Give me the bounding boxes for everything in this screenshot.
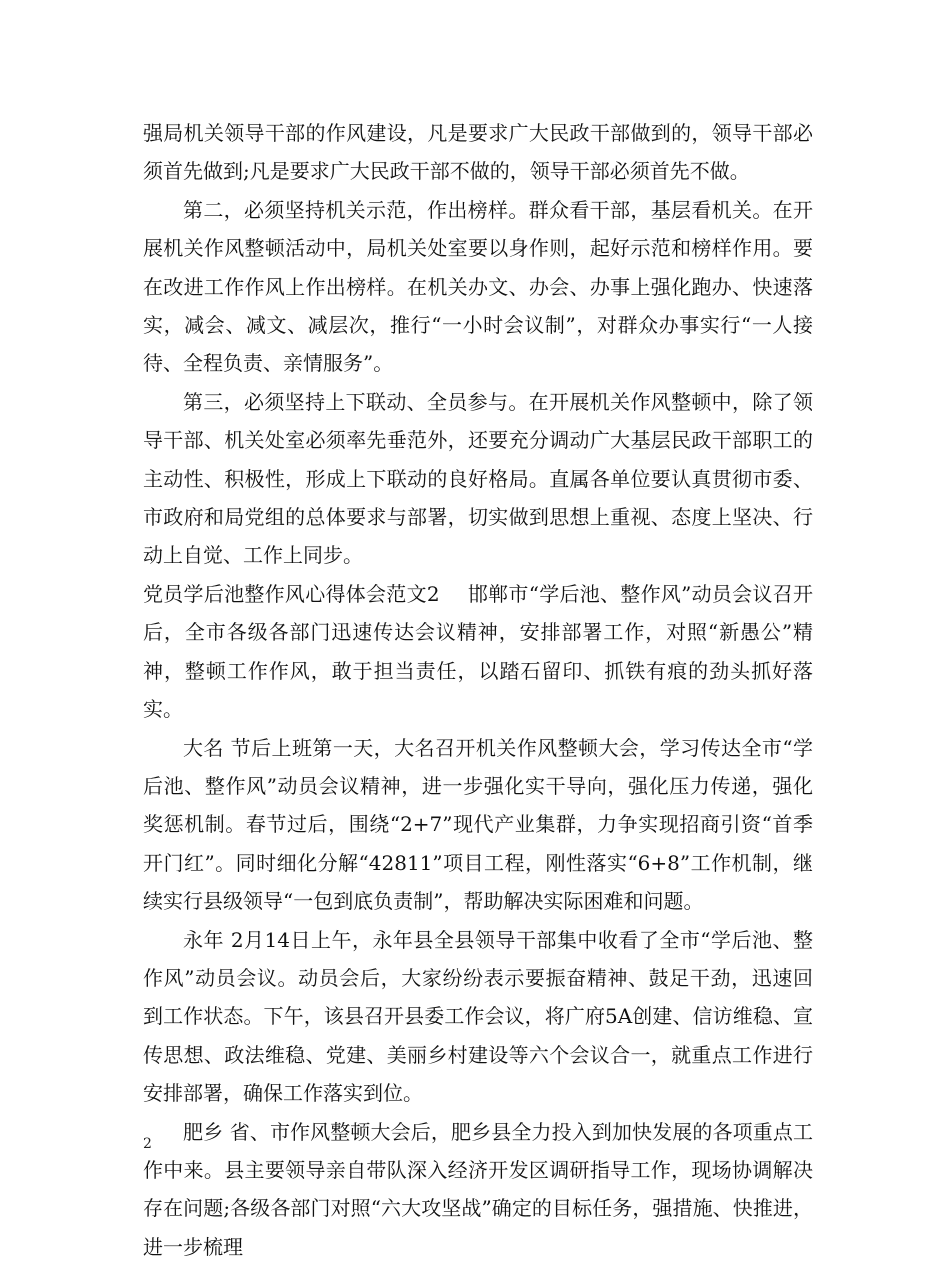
page-number: 2 <box>143 1136 152 1152</box>
paragraph-4 <box>143 575 813 729</box>
paragraph-5: 大名 节后上班第一天，大名召开机关作风整顿大会，学习传达全市“学后池、整作风”动员会议精神，进一步强化实干导向，强化压力传递，强化奖惩机制。春节过后，围绕“2+7”现代产业集群，力争实现招商引资“首季开门红”。同时细化分解“42811”项目工程，刚性落实“6+8”工作机制，继续实行县级领导“一包到底负责制”，帮助解决实际困难和问题。 <box>143 735 813 914</box>
paragraph-3: 第三，必须坚持上下联动、全员参与。在开展机关作风整顿中，除了领导干部、机关处室必须率先垂范外，还要充分调动广大基层民政干部职工的主动性、积极性，形成上下联动的良好格局。直属各单位要认真贯彻市委、市政府和局党组的总体要求与部署，切实做到思想上重视、态度上坚决、行动上自觉、工作上同步。 <box>143 389 813 568</box>
paragraph-6: 永年 2月14日上午，永年县全县领导干部集中收看了全市“学后池、整作风”动员会议。动员会后，大家纷纷表示要振奋精神、鼓足干劲，迅速回到工作状态。下午，该县召开县委工作会议，将广府5A创建、信访维稳、宣传思想、政法维稳、党建、美丽乡村建设等六个会议合一，就重点工作进行安排部署，确保工作落实到位。 <box>143 927 813 1106</box>
paragraph-7: 肥乡 省、市作风整顿大会后，肥乡县全力投入到加快发展的各项重点工作中来。县主要领导亲自带队深入经济开发区调研指导工作，现场协调解决存在问题;各级各部门对照“六大攻坚战”确定的目标任务，强措施、快推进，进一步梳理 <box>143 1119 813 1259</box>
paragraph-4-text: 邯郸市“学后池、整作风”动员会议召开后，全市各级各部门迅速传达会议精神，安排部署工作，对照“新愚公”精神，整顿工作作风，敢于担当责任，以踏石留印、抓铁有痕的劲头抓好落实。 <box>143 581 813 722</box>
paragraph-1: 强局机关领导干部的作风建设，凡是要求广大民政干部做到的，领导干部必须首先做到;凡是要求广大民政干部不做的，领导干部必须首先不做。 <box>143 121 813 184</box>
article-heading: 党员学后池整作风心得体会范文2 <box>143 581 440 606</box>
document-body <box>143 114 813 1266</box>
paragraph-2: 第二，必须坚持机关示范，作出榜样。群众看干部，基层看机关。在开展机关作风整顿活动中，局机关处室要以身作则，起好示范和榜样作用。要在改进工作作风上作出榜样。在机关办文、办会、办事上强化跑办、快速落实，减会、减文、减层次，推行“一小时会议制”，对群众办事实行“一人接待、全程负责、亲情服务”。 <box>143 197 813 376</box>
